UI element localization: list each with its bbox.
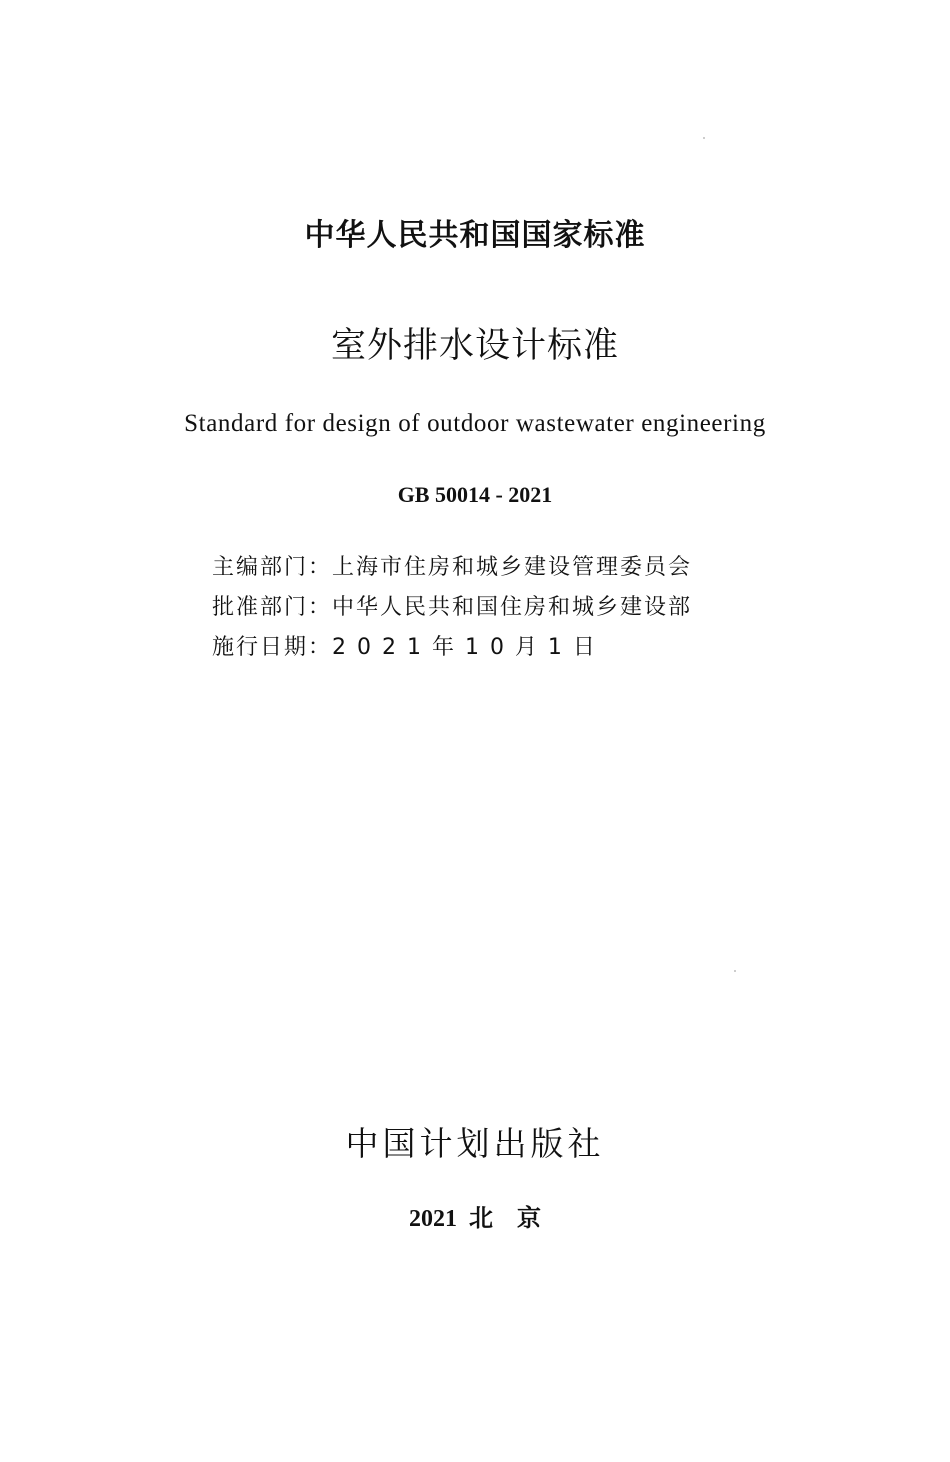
chief-editor-department: 主编部门：上海市住房和城乡建设管理委员会 [212,555,693,580]
standard-code: GB 50014 - 2021 [397,482,553,507]
scan-speck [734,970,736,972]
publisher-name: 中国计划出版社 [345,1124,605,1163]
standard-series-heading: 中华人民共和国国家标准 [304,218,646,253]
standard-title-english: Standard for design of outdoor wastewater engineering [184,410,766,437]
standard-title-chinese: 室外排水设计标准 [330,326,619,366]
approving-department: 批准部门：中华人民共和国住房和城乡建设部 [212,595,693,620]
scan-speck [703,137,705,139]
publication-year-place: 2021 北 京 [409,1206,541,1232]
effective-date: 施行日期：2 0 2 1 年 1 0 月 1 日 [212,635,597,660]
